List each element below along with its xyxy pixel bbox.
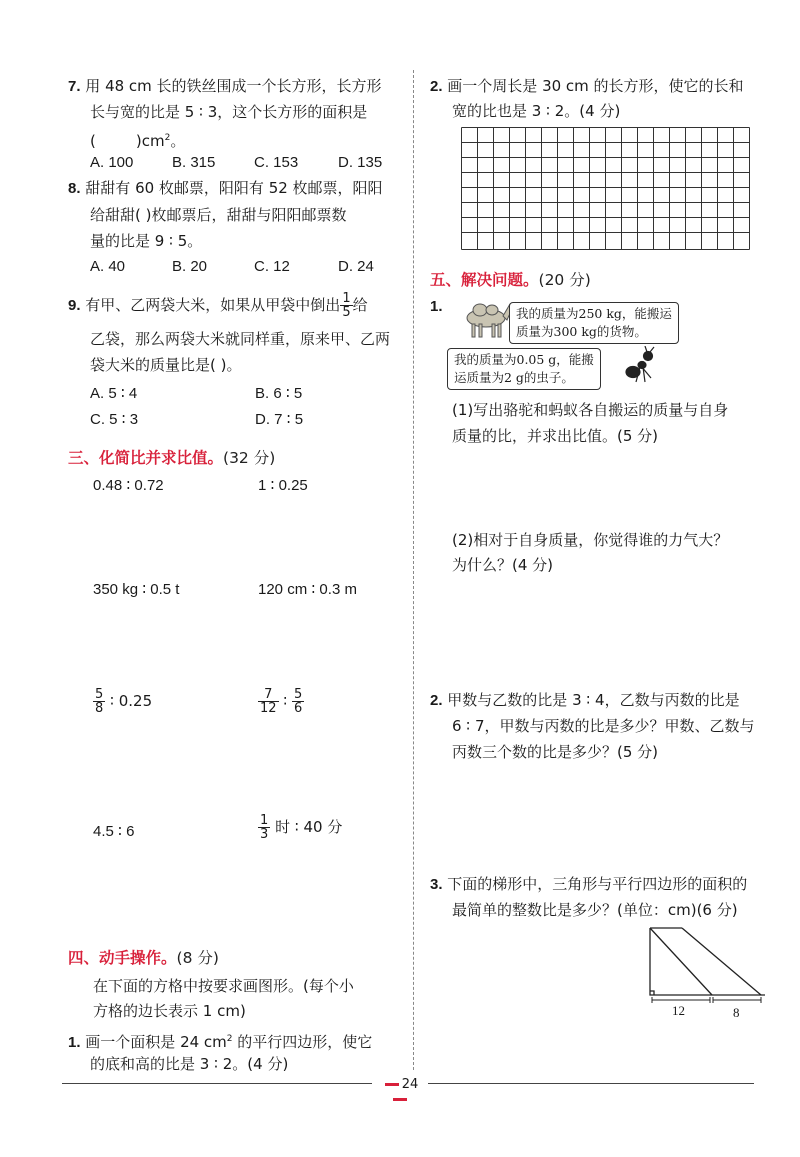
- bubble-line: 我的质量为0.05 g，能搬: [454, 352, 594, 367]
- drawing-grid[interactable]: [461, 127, 751, 253]
- question-number: [430, 294, 443, 319]
- question-text: 下面的梯形中，三角形与平行四边形的面积的: [447, 875, 748, 893]
- question-text: 有甲、乙两袋大米，如果从甲袋中倒出: [85, 296, 341, 314]
- superscript: 2: [226, 1034, 233, 1044]
- numerator: 5: [95, 687, 104, 702]
- ant-icon: [618, 346, 662, 386]
- bubble-line: 质量为300 kg的货物。: [516, 324, 647, 339]
- paren-open: (: [90, 132, 96, 150]
- numerator: 1: [342, 291, 351, 306]
- question-1-part-1: (1)写出骆驼和蚂蚁各自搬运的质量与自身: [452, 401, 729, 419]
- option-d[interactable]: D. 7 ∶ 5: [255, 411, 304, 428]
- column-divider: [413, 70, 414, 1070]
- section-title: 四、动手操作。: [68, 949, 177, 967]
- question-text: 甲数与乙数的比是 3 ∶ 4，乙数与丙数的比是: [447, 691, 740, 709]
- ant-speech-bubble: [447, 348, 601, 390]
- option-a[interactable]: A. 5 ∶ 4: [90, 385, 138, 402]
- question-7: [68, 74, 382, 99]
- option-b[interactable]: B. 6 ∶ 5: [255, 385, 303, 402]
- ratio-item-fraction: [258, 688, 304, 715]
- bubble-line: 我的质量为250 kg，能搬运: [516, 306, 672, 321]
- section-points: (20 分): [538, 271, 591, 289]
- question-1-part-1-line-2: 质量的比，并求出比值。(5 分): [452, 427, 659, 445]
- section-5-question-3-line-2: 最简单的整数比是多少？(单位：cm)(6 分): [452, 901, 738, 919]
- period: 。: [170, 132, 186, 150]
- option-b[interactable]: B. 315: [172, 154, 216, 171]
- question-1-part-2: (2)相对于自身质量，你觉得谁的力气大？: [452, 531, 729, 549]
- section-5-question-2-line-2: 6 ∶ 7，甲数与丙数的比是多少？甲数、乙数与: [452, 717, 755, 735]
- section-points: (8 分): [176, 949, 219, 967]
- bubble-line: 运质量为2 g的虫子。: [454, 370, 574, 385]
- fraction-one-fifth: [340, 292, 352, 319]
- question-8: [68, 176, 383, 201]
- denominator: 6: [294, 701, 303, 716]
- question-number: 3.: [430, 876, 443, 893]
- superscript: 2: [164, 133, 171, 143]
- numerator: 7: [264, 687, 273, 702]
- fraction: [258, 814, 270, 841]
- fraction: [292, 688, 304, 715]
- question-number: 7.: [68, 78, 81, 95]
- section-4-intro: 方格的边长表示 1 cm): [93, 1002, 246, 1020]
- ratio-colon: ∶: [283, 692, 288, 710]
- ratio-item-fraction: [258, 814, 342, 841]
- question-text: 画一个周长是 30 cm 的长方形，使它的长和: [447, 77, 744, 95]
- dimension-label-8: 8: [733, 1005, 740, 1020]
- ratio-item: 0.48 ∶ 0.72: [93, 477, 164, 494]
- question-number: 9.: [68, 297, 81, 314]
- trapezoid-figure: [640, 922, 765, 1017]
- question-number: 8.: [68, 180, 81, 197]
- section-4-heading: [68, 946, 219, 968]
- ratio-item: 350 kg ∶ 0.5 t: [93, 581, 180, 598]
- denominator: 5: [342, 305, 351, 320]
- question-number-text: 1.: [430, 298, 443, 315]
- option-c[interactable]: C. 12: [254, 258, 290, 275]
- ratio-text: ∶ 0.25: [110, 692, 153, 710]
- denominator: 8: [95, 701, 104, 716]
- section-5-question-3: [430, 872, 747, 897]
- option-b[interactable]: B. 20: [172, 258, 208, 275]
- section-5-heading: [430, 268, 591, 290]
- option-d[interactable]: D. 24: [338, 258, 374, 275]
- option-d[interactable]: D. 135: [338, 154, 383, 171]
- section-5-question-2: [430, 688, 740, 713]
- section-title: 五、解决问题。: [430, 271, 539, 289]
- question-text: 画一个面积是 24 cm: [85, 1033, 227, 1051]
- section-title: 三、化简比并求比值。: [68, 449, 224, 467]
- question-text-tail: 给: [352, 296, 368, 314]
- ratio-text: 时 ∶ 40 分: [275, 818, 343, 836]
- question-number: 1.: [68, 1034, 81, 1051]
- section-4-intro: 在下面的方格中按要求画图形。(每个小: [93, 977, 354, 995]
- page-number: [372, 1077, 428, 1107]
- section-4-question-1-line-2: 的底和高的比是 3 ∶ 2。(4 分): [90, 1055, 289, 1073]
- denominator: 3: [260, 827, 269, 842]
- section-points: (32 分): [223, 449, 276, 467]
- ratio-item: 120 cm ∶ 0.3 m: [258, 581, 357, 598]
- unit-text: )cm: [135, 132, 165, 150]
- option-a[interactable]: A. 100: [90, 154, 134, 171]
- page-number-bar: [385, 1083, 399, 1086]
- question-number: 2.: [430, 78, 443, 95]
- question-8-line-2: 给甜甜( )枚邮票后，甜甜与阳阳邮票数: [90, 206, 347, 224]
- fraction: [258, 688, 279, 715]
- section-5-question-2-line-3: 丙数三个数的比是多少？(5 分): [452, 743, 659, 761]
- denominator: 12: [260, 701, 277, 716]
- question-text: 用 48 cm 长的铁丝围成一个长方形，长方形: [85, 77, 382, 95]
- ratio-item-fraction: [93, 688, 152, 715]
- page-number-text: 24: [401, 1077, 419, 1092]
- option-c[interactable]: C. 153: [254, 154, 299, 171]
- question-9-line-2: 乙袋，那么两袋大米就同样重，原来甲、乙两: [90, 330, 391, 348]
- numerator: 1: [260, 813, 269, 828]
- question-number: 2.: [430, 692, 443, 709]
- dimension-label-12: 12: [672, 1003, 685, 1018]
- page-number-bar: [393, 1098, 407, 1101]
- section-4-question-2-line-2: 宽的比也是 3 ∶ 2。(4 分): [452, 102, 621, 120]
- question-text: 甜甜有 60 枚邮票，阳阳有 52 枚邮票，阳阳: [85, 179, 383, 197]
- section-3-heading: [68, 446, 275, 468]
- section-4-question-2: [430, 74, 744, 99]
- question-9: [68, 290, 368, 321]
- question-7-line-2: 长与宽的比是 5 ∶ 3，这个长方形的面积是: [90, 103, 368, 121]
- option-c[interactable]: C. 5 ∶ 3: [90, 411, 139, 428]
- ratio-item: 4.5 ∶ 6: [93, 823, 135, 840]
- section-4-question-1: [68, 1027, 372, 1055]
- question-text: 的平行四边形，使它: [232, 1033, 373, 1051]
- numerator: 5: [294, 687, 303, 702]
- question-1-part-2-line-2: 为什么？(4 分): [452, 556, 554, 574]
- fraction: [93, 688, 105, 715]
- question-9-line-3: 袋大米的质量比是( )。: [90, 356, 242, 374]
- ratio-item: 1 ∶ 0.25: [258, 477, 308, 494]
- question-7-line-3: [90, 126, 185, 153]
- question-8-line-3: 量的比是 9 ∶ 5。: [90, 232, 203, 250]
- camel-speech-bubble: [509, 302, 679, 344]
- option-a[interactable]: A. 40: [90, 258, 126, 275]
